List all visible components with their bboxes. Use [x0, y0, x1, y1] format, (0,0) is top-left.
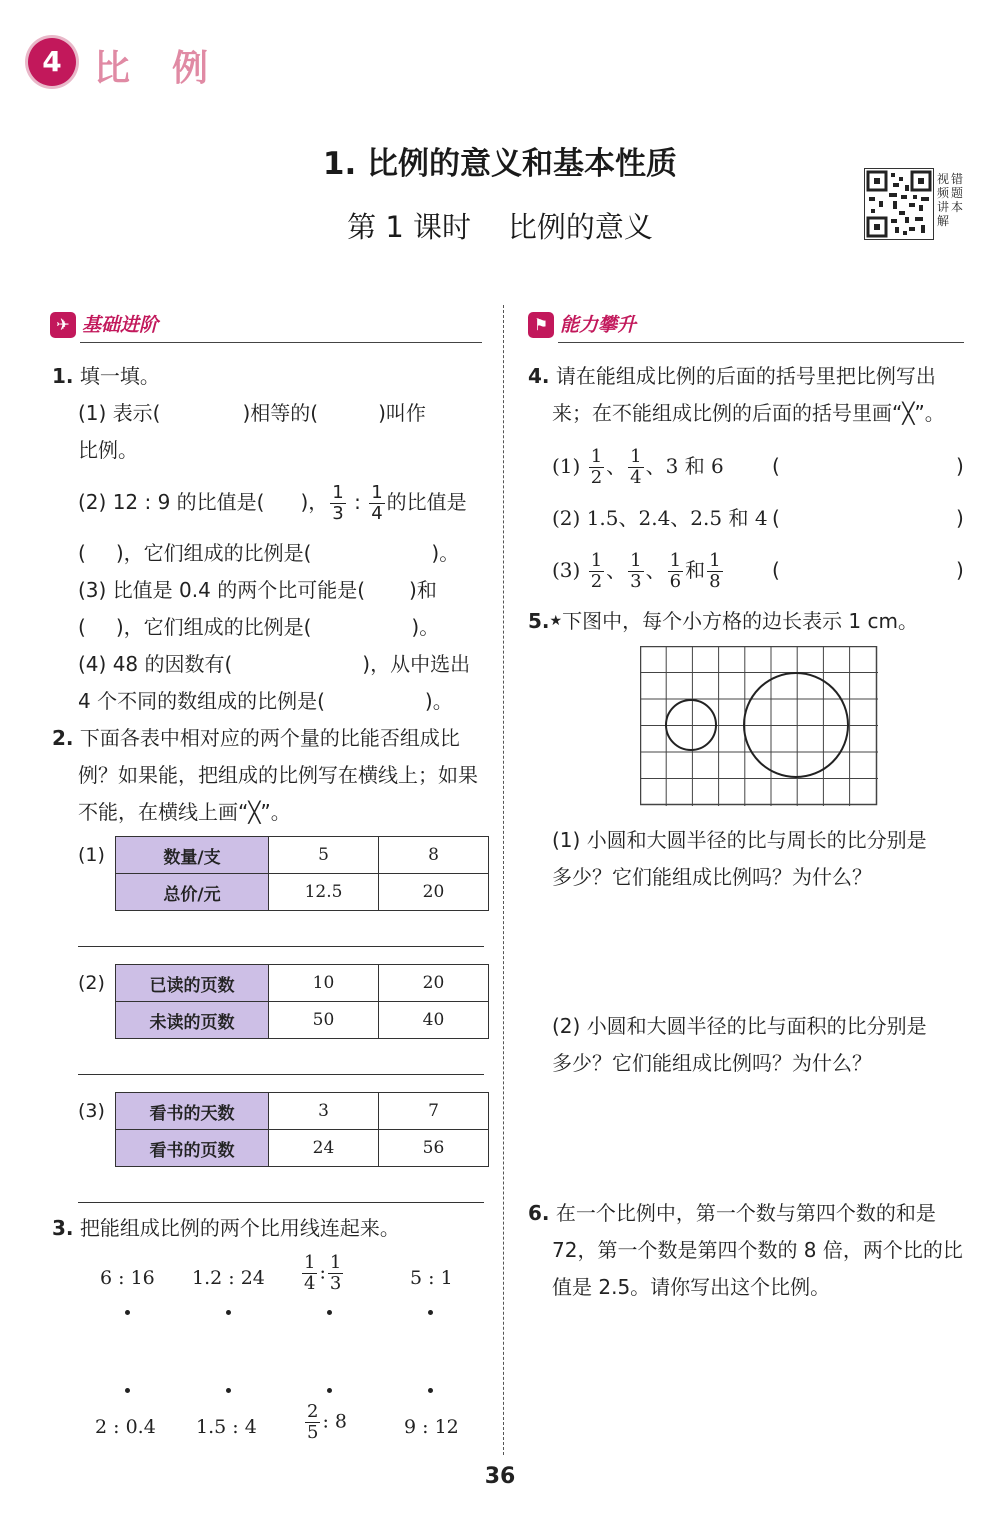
table-cell: 3 — [269, 1093, 379, 1130]
q1-part4: (4) 48 的因数有( )，从中选出 — [78, 652, 471, 676]
q2-answer-line-1[interactable] — [78, 946, 484, 947]
q3-dot-top-d[interactable] — [428, 1310, 433, 1315]
q3-dot-top-b[interactable] — [226, 1310, 231, 1315]
q4-item3-answer-close: ) — [956, 558, 964, 582]
q4-line1: 4. 请在能组成比例的后面的括号里把比例写出 — [528, 364, 936, 388]
q5-sub2-line1: (2) 小圆和大圆半径的比与面积的比分别是 — [552, 1014, 927, 1038]
page-number: 36 — [484, 1464, 516, 1489]
table-cell: 12.5 — [269, 874, 379, 911]
q2-table1-label: (1) — [78, 844, 105, 866]
table-cell: 56 — [379, 1130, 489, 1167]
q2-table-3 — [115, 1092, 489, 1167]
q3-dot-bottom-d[interactable] — [428, 1388, 433, 1393]
q5-sub1-line1: (1) 小圆和大圆半径的比与周长的比分别是 — [552, 828, 927, 852]
q4-item2: (2) 1.5、2.4、2.5 和 4 — [552, 506, 768, 530]
q2-table-1 — [115, 836, 489, 911]
table-cell: 20 — [379, 874, 489, 911]
q4-item2-answer-open: ( — [772, 506, 780, 530]
q4-item3-answer-open: ( — [772, 558, 780, 582]
q3-top-pair-d: 5 : 1 — [410, 1267, 453, 1289]
table-header-cell: 总价/元 — [116, 874, 269, 911]
q4-item2-answer-close: ) — [956, 506, 964, 530]
q2-table-2 — [115, 964, 489, 1039]
table-header-cell: 未读的页数 — [116, 1002, 269, 1039]
qr-caption-errors: 错题本 — [950, 172, 963, 214]
q3-dot-top-c[interactable] — [327, 1310, 332, 1315]
q1-part3: (3) 比值是 0.4 的两个比可能是( )和 — [78, 578, 437, 602]
q1-part4-cont: 4 个不同的数组成的比例是( )。 — [78, 689, 453, 713]
section-label-basic: 基础进阶 — [82, 314, 159, 336]
table-cell: 24 — [269, 1130, 379, 1167]
lesson-number: 第 1 课时 — [347, 210, 471, 244]
section-header-advanced — [528, 312, 964, 342]
q3-dot-bottom-a[interactable] — [125, 1388, 130, 1393]
column-divider — [503, 305, 504, 1455]
q6-line3: 值是 2.5。请你写出这个比例。 — [552, 1275, 831, 1299]
q3-dot-top-a[interactable] — [125, 1310, 130, 1315]
table-cell: 40 — [379, 1002, 489, 1039]
q1-part1: (1) 表示( )相等的( )叫作 — [78, 401, 426, 425]
q4-item3: (3) $\frac{1}{2}$ 、 $\frac{1}{3}$ 、 $\frac{1}{6}$ 和 $\frac{1}{8}$ — [552, 550, 721, 592]
q1-part1-cont: 比例。 — [78, 438, 138, 462]
q5-sub1-line2: 多少？它们能组成比例吗？为什么？ — [552, 865, 872, 889]
q4-line2: 来；在不能组成比例的后面的括号里画“╳”。 — [552, 401, 945, 425]
table-cell: 5 — [269, 837, 379, 874]
q3-bottom-pair-b: 1.5 : 4 — [196, 1416, 257, 1438]
q3-top-pair-c: $\frac{1}{4}$ : $\frac{1}{3}$ — [304, 1252, 342, 1294]
q3-top-pair-b: 1.2 : 24 — [192, 1267, 265, 1289]
q2-line3: 不能，在横线上画“╳”。 — [78, 800, 291, 824]
q5-grid-figure — [640, 646, 878, 806]
table-cell: 10 — [269, 965, 379, 1002]
q4-item1-answer-close: ) — [956, 454, 964, 478]
lesson-title — [0, 205, 1000, 246]
table-cell: 8 — [379, 837, 489, 874]
table-header-cell: 数量/支 — [116, 837, 269, 874]
section-label-advanced: 能力攀升 — [560, 314, 637, 336]
q4-item1-answer-open: ( — [772, 454, 780, 478]
qr-caption — [936, 172, 970, 228]
q2-answer-line-2[interactable] — [78, 1074, 484, 1075]
q5-sub2-line2: 多少？它们能组成比例吗？为什么？ — [552, 1051, 872, 1075]
table-cell: 50 — [269, 1002, 379, 1039]
q1-part2: (2) 12 : 9 的比值是( )， $\frac{1}{3}$ : $\frac{1}{4}$ 的比值是 — [78, 482, 467, 524]
q2-table3-label: (3) — [78, 1100, 105, 1122]
star-icon: ★ — [549, 613, 563, 629]
unit-title: 比例 — [94, 48, 251, 89]
q1-title: 1. 填一填。 — [52, 364, 160, 388]
lesson-name: 比例的意义 — [507, 210, 653, 244]
table-header-cell: 看书的页数 — [116, 1130, 269, 1167]
flag-icon: ⚑ — [528, 312, 554, 338]
q3-bottom-pair-a: 2 : 0.4 — [95, 1416, 156, 1438]
rocket-icon: ✈ — [50, 312, 76, 338]
q5-title: 5.★下图中，每个小方格的边长表示 1 cm。 — [528, 609, 918, 633]
q3-dot-bottom-c[interactable] — [327, 1388, 332, 1393]
q2-answer-line-3[interactable] — [78, 1202, 484, 1203]
q3-bottom-pair-c: $\frac{2}{5}$ : 8 — [307, 1401, 347, 1443]
q2-line1: 2. 下面各表中相对应的两个量的比能否组成比 — [52, 726, 460, 750]
table-header-cell: 已读的页数 — [116, 965, 269, 1002]
q1-part3-cont: ( )，它们组成的比例是( )。 — [78, 615, 440, 639]
q3-dot-bottom-b[interactable] — [226, 1388, 231, 1393]
section-header-basic — [50, 312, 482, 342]
section-title: 1. 比例的意义和基本性质 — [322, 146, 678, 182]
q6-line2: 72，第一个数是第四个数的 8 倍，两个比的比 — [552, 1238, 963, 1262]
q2-line2: 例？如果能，把组成的比例写在横线上；如果 — [78, 763, 478, 787]
unit-badge: 4 — [28, 38, 76, 86]
table-cell: 20 — [379, 965, 489, 1002]
qr-code-icon[interactable] — [864, 168, 934, 240]
q3-bottom-pair-d: 9 : 12 — [404, 1416, 459, 1438]
q6-line1: 6. 在一个比例中，第一个数与第四个数的和是 — [528, 1201, 936, 1225]
q4-item1: (1) $\frac{1}{2}$ 、 $\frac{1}{4}$ 、3 和 6 — [552, 446, 724, 488]
table-header-cell: 看书的天数 — [116, 1093, 269, 1130]
q2-table2-label: (2) — [78, 972, 105, 994]
q3-top-pair-a: 6 : 16 — [100, 1267, 155, 1289]
qr-caption-video: 视频讲解 — [936, 172, 949, 228]
q3-title: 3. 把能组成比例的两个比用线连起来。 — [52, 1216, 400, 1240]
table-cell: 7 — [379, 1093, 489, 1130]
q1-part2-cont: ( )，它们组成的比例是( )。 — [78, 541, 460, 565]
